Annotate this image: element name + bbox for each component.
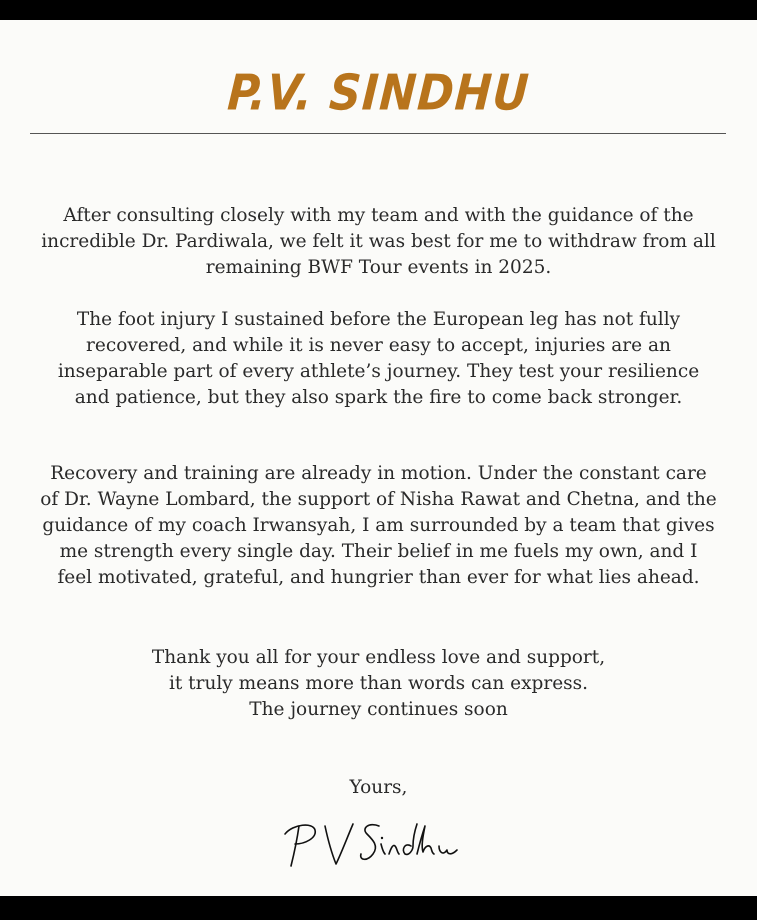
letter-header-title: P.V. SINDHU xyxy=(225,64,532,123)
paragraph-withdrawal: After consulting closely with my team and with the guidance of the incredible Dr. Pardiwala, we felt it was best for me to withdraw from all remaining BWF Tour events in 2025. xyxy=(41,205,716,278)
thanks-line-2: it truly means more than words can express. xyxy=(168,673,589,694)
paragraph-injury: The foot injury I sustained before the European leg has not fully recovered, and while it is never easy to accept, injuries are an inseparable part of every athlete’s journey. They test your resilience and patience, but they also spark the fire to come back stronger. xyxy=(57,309,700,408)
header-divider xyxy=(30,133,726,134)
signature xyxy=(281,820,471,868)
letter-page xyxy=(0,20,757,896)
paragraph-recovery: Recovery and training are already in motion. Under the constant care of Dr. Wayne Lombard, the support of Nisha Rawat and Chetna, and the guidance of my coach Irwansyah, I am surrounded by a team that gives me strength every single day. Their belief in me fuels my own, and I feel motivated, grateful, and hungrier than ever for what lies ahead. xyxy=(40,463,717,588)
paragraph-thanks xyxy=(40,645,717,723)
signoff: Yours, xyxy=(349,777,408,798)
thanks-line-1: Thank you all for your endless love and support, xyxy=(151,647,606,668)
thanks-line-3: The journey continues soon xyxy=(249,699,508,720)
